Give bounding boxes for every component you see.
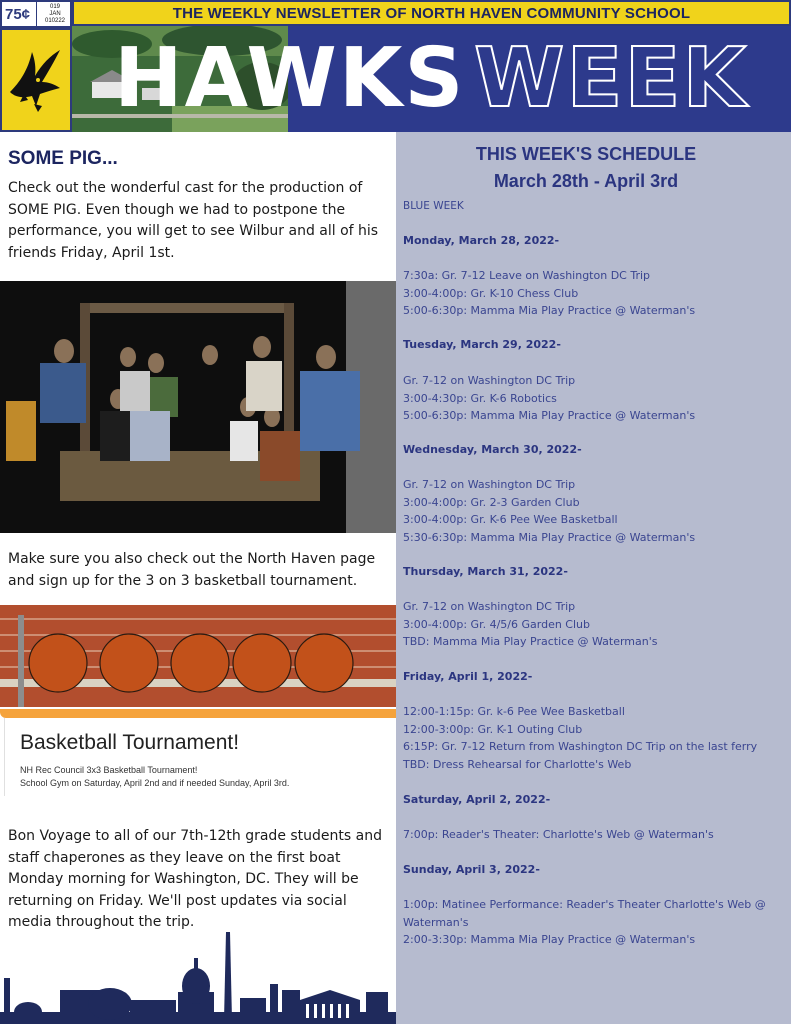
- tagline-bar: [72, 0, 791, 26]
- event-item: 5:00-6:30p: Mamma Mia Play Practice @ Waterman's: [403, 409, 696, 422]
- article-paragraph-trip: Bon Voyage to all of our 7th-12th grade students and staff chaperones as they leave on the first boat Monday morning for Washington, DC. They will be returning on Friday. We'll post updates via social media throughout the trip.: [8, 828, 382, 930]
- day-heading-thursday: Thursday, March 31, 2022-: [403, 565, 568, 578]
- day-heading-saturday: Saturday, April 2, 2022-: [403, 793, 551, 806]
- schedule-column: [396, 132, 791, 1024]
- issue-number: 019: [49, 3, 60, 10]
- event-item: 5:30-6:30p: Mamma Mia Play Practice @ Waterman's: [403, 530, 696, 544]
- event-item: 3:00-4:00p: Gr. 4/5/6 Garden Club: [403, 617, 590, 631]
- event-item: 12:00-3:00p: Gr. K-1 Outing Club: [403, 722, 583, 736]
- event-item: 3:00-4:30p: Gr. K-6 Robotics: [403, 391, 557, 405]
- event-item: 7:30a: Gr. 7-12 Leave on Washington DC Trip: [403, 269, 651, 282]
- schedule-dates: March 28th - April 3rd: [493, 171, 679, 191]
- day-heading-friday: Friday, April 1, 2022-: [403, 670, 533, 683]
- tournament-card[interactable]: [4, 718, 396, 796]
- day-heading-tuesday: Tuesday, March 29, 2022-: [403, 338, 561, 351]
- basketballs-photo: [0, 605, 396, 707]
- article-paragraph-tournament: Make sure you also check out the North Haven page and sign up for the 3 on 3 basketball tournament.: [8, 551, 376, 589]
- washington-skyline-icon: [0, 930, 396, 1024]
- event-item: 1:00p: Matinee Performance: Reader's Theater Charlotte's Web @ Waterman's: [403, 898, 766, 929]
- tournament-line-2: School Gym on Saturday, April 2nd and if needed Sunday, April 3rd.: [20, 778, 290, 788]
- event-item: 3:00-4:00p: Gr. 2-3 Garden Club: [403, 495, 580, 509]
- event-item: 6:15P: Gr. 7-12 Return from Washington DC Trip on the last ferry: [403, 740, 758, 753]
- section-heading: SOME PIG...: [8, 148, 118, 169]
- title-week: WEEK: [474, 31, 749, 126]
- event-item: Gr. 7-12 on Washington DC Trip: [403, 374, 576, 387]
- event-item: TBD: Mamma Mia Play Practice @ Waterman's: [403, 635, 658, 648]
- card-accent-strip: [0, 709, 396, 718]
- issue-month: JAN: [49, 10, 61, 17]
- article-paragraph-play: Check out the wonderful cast for the production of SOME PIG. Even though we had to postpone the performance, you will get to see Wilbur and all of his friends Friday, April 1st.: [8, 180, 379, 261]
- hawk-logo-icon: [0, 28, 72, 132]
- event-item: 7:00p: Reader's Theater: Charlotte's Web @ Waterman's: [403, 828, 714, 841]
- event-item: 2:00-3:30p: Mamma Mia Play Practice @ Waterman's: [403, 933, 696, 946]
- day-heading-monday: Monday, March 28, 2022-: [403, 234, 560, 247]
- schedule-title: THIS WEEK'S SCHEDULE: [475, 144, 697, 164]
- issue-info: [36, 2, 70, 26]
- tagline: THE WEEKLY NEWSLETTER OF NORTH HAVEN COMMUNITY SCHOOL: [172, 4, 691, 22]
- issue-code: 010222: [44, 17, 66, 24]
- price: 75¢: [5, 5, 31, 23]
- event-item: 3:00-4:00p: Gr. K-10 Chess Club: [403, 286, 579, 300]
- price-box: [0, 0, 72, 28]
- day-heading-wednesday: Wednesday, March 30, 2022-: [403, 443, 582, 456]
- masthead-banner: [72, 26, 791, 132]
- tournament-line-1: NH Rec Council 3x3 Basketball Tournament!: [20, 765, 198, 775]
- cast-photo: [0, 281, 396, 533]
- day-heading-sunday: Sunday, April 3, 2022-: [403, 863, 540, 876]
- week-label: BLUE WEEK: [403, 200, 464, 212]
- event-item: 12:00-1:15p: Gr. k-6 Pee Wee Basketball: [403, 705, 625, 718]
- tournament-title: Basketball Tournament!: [20, 731, 240, 754]
- event-item: Gr. 7-12 on Washington DC Trip: [403, 600, 576, 613]
- title-hawks: HAWKS: [114, 31, 466, 126]
- event-item: 3:00-4:00p: Gr. K-6 Pee Wee Basketball: [403, 513, 618, 526]
- left-column: [0, 132, 396, 1024]
- event-item: 5:00-6:30p: Mamma Mia Play Practice @ Waterman's: [403, 304, 696, 317]
- event-item: TBD: Dress Rehearsal for Charlotte's Web: [403, 757, 632, 771]
- event-item: Gr. 7-12 on Washington DC Trip: [403, 478, 576, 491]
